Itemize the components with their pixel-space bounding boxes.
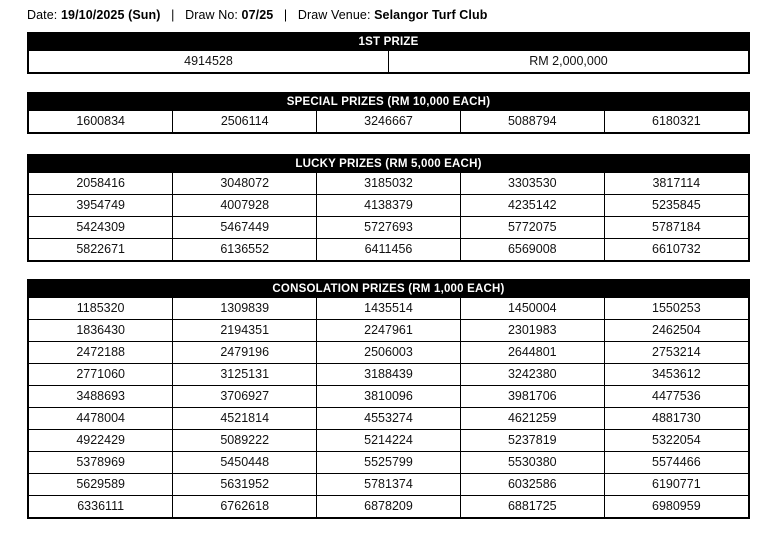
prize-number-cell: 1836430 [29, 320, 173, 342]
prize-number-cell: 3488693 [29, 386, 173, 408]
prize-number-cell: 3453612 [604, 364, 748, 386]
draw-venue-value: Selangor Turf Club [374, 8, 488, 22]
lucky-prizes-table [29, 173, 748, 260]
table-row [29, 430, 748, 452]
prize-number-cell: 2753214 [604, 342, 748, 364]
prize-number-cell: 5822671 [29, 239, 173, 261]
separator-2: | [283, 8, 288, 22]
prize-number-cell: 5574466 [604, 452, 748, 474]
lucky-prizes-title: LUCKY PRIZES (RM 5,000 EACH) [29, 156, 748, 173]
prize-number-cell: 3817114 [604, 173, 748, 195]
table-row [29, 298, 748, 320]
draw-no-label: Draw No: [185, 8, 238, 22]
separator-1: | [171, 8, 175, 22]
draw-info-bar [27, 8, 487, 23]
prize-number-cell: 1550253 [604, 298, 748, 320]
table-row [29, 496, 748, 518]
prize-number-cell: 2462504 [604, 320, 748, 342]
prize-number-cell: 6180321 [604, 111, 748, 132]
prize-number-cell: 5378969 [29, 452, 173, 474]
prize-number-cell: 3188439 [317, 364, 461, 386]
table-row [29, 239, 748, 261]
special-prizes-title: SPECIAL PRIZES (RM 10,000 EACH) [29, 94, 748, 111]
prize-number-cell: 5450448 [173, 452, 317, 474]
date-value: 19/10/2025 (Sun) [60, 8, 161, 22]
prize-number-cell: 4922429 [29, 430, 173, 452]
prize-number-cell: 6136552 [173, 239, 317, 261]
prize-number-cell: 4881730 [604, 408, 748, 430]
prize-number-cell: 5322054 [604, 430, 748, 452]
prize-number-cell: 3981706 [460, 386, 604, 408]
table-row [29, 342, 748, 364]
prize-number-cell: 5089222 [173, 430, 317, 452]
consolation-prizes-section [27, 279, 750, 519]
prize-number-cell: 6032586 [460, 474, 604, 496]
prize-number-cell: 4477536 [604, 386, 748, 408]
prize-number-cell: 4138379 [317, 195, 461, 217]
special-prizes-table [29, 111, 748, 132]
prize-number-cell: 6762618 [173, 496, 317, 518]
prize-number-cell: 4007928 [173, 195, 317, 217]
first-prize-number: 4914528 [29, 51, 389, 72]
prize-number-cell: 6878209 [317, 496, 461, 518]
prize-number-cell: 3706927 [173, 386, 317, 408]
prize-number-cell: 3185032 [317, 173, 461, 195]
prize-number-cell: 5214224 [317, 430, 461, 452]
prize-number-cell: 5088794 [460, 111, 604, 132]
table-row [29, 408, 748, 430]
prize-number-cell: 4553274 [317, 408, 461, 430]
prize-number-cell: 3954749 [29, 195, 173, 217]
prize-number-cell: 5467449 [173, 217, 317, 239]
prize-number-cell: 2771060 [29, 364, 173, 386]
table-row [29, 452, 748, 474]
prize-number-cell: 4621259 [460, 408, 604, 430]
prize-number-cell: 6569008 [460, 239, 604, 261]
prize-number-cell: 5727693 [317, 217, 461, 239]
prize-number-cell: 1600834 [29, 111, 173, 132]
date-label: Date: [27, 8, 58, 22]
consolation-prizes-title: CONSOLATION PRIZES (RM 1,000 EACH) [29, 281, 748, 298]
prize-number-cell: 6190771 [604, 474, 748, 496]
prize-number-cell: 5772075 [460, 217, 604, 239]
prize-number-cell: 6336111 [29, 496, 173, 518]
lucky-prizes-section [27, 154, 750, 262]
prize-number-cell: 3810096 [317, 386, 461, 408]
prize-number-cell: 2247961 [317, 320, 461, 342]
prize-number-cell: 2194351 [173, 320, 317, 342]
draw-no-value: 07/25 [241, 8, 274, 22]
prize-number-cell: 3048072 [173, 173, 317, 195]
prize-number-cell: 6610732 [604, 239, 748, 261]
prize-number-cell: 2644801 [460, 342, 604, 364]
prize-number-cell: 5631952 [173, 474, 317, 496]
table-row [29, 386, 748, 408]
prize-number-cell: 3303530 [460, 173, 604, 195]
prize-number-cell: 3125131 [173, 364, 317, 386]
prize-number-cell: 3242380 [460, 364, 604, 386]
prize-number-cell: 5629589 [29, 474, 173, 496]
prize-number-cell: 5787184 [604, 217, 748, 239]
prize-number-cell: 2479196 [173, 342, 317, 364]
first-prize-section [27, 32, 750, 74]
first-prize-amount: RM 2,000,000 [389, 51, 749, 72]
table-row [29, 320, 748, 342]
first-prize-title: 1ST PRIZE [29, 34, 748, 51]
table-row [29, 173, 748, 195]
prize-number-cell: 4521814 [173, 408, 317, 430]
prize-number-cell: 2506114 [173, 111, 317, 132]
prize-number-cell: 5235845 [604, 195, 748, 217]
prize-number-cell: 1450004 [460, 298, 604, 320]
table-row [29, 111, 748, 132]
prize-number-cell: 3246667 [317, 111, 461, 132]
table-row [29, 217, 748, 239]
prize-number-cell: 1185320 [29, 298, 173, 320]
table-row [29, 195, 748, 217]
special-prizes-section [27, 92, 750, 134]
prize-number-cell: 6980959 [604, 496, 748, 518]
prize-number-cell: 5781374 [317, 474, 461, 496]
prize-number-cell: 2301983 [460, 320, 604, 342]
first-prize-table [29, 51, 748, 72]
prize-number-cell: 5237819 [460, 430, 604, 452]
consolation-prizes-table [29, 298, 748, 517]
prize-number-cell: 2506003 [317, 342, 461, 364]
table-row [29, 474, 748, 496]
prize-number-cell: 2058416 [29, 173, 173, 195]
prize-number-cell: 1309839 [173, 298, 317, 320]
table-row [29, 51, 748, 72]
prize-number-cell: 5530380 [460, 452, 604, 474]
prize-number-cell: 4478004 [29, 408, 173, 430]
prize-number-cell: 6881725 [460, 496, 604, 518]
prize-number-cell: 1435514 [317, 298, 461, 320]
table-row [29, 364, 748, 386]
prize-number-cell: 5424309 [29, 217, 173, 239]
prize-number-cell: 2472188 [29, 342, 173, 364]
draw-venue-label: Draw Venue: [297, 8, 371, 22]
prize-number-cell: 6411456 [317, 239, 461, 261]
prize-number-cell: 5525799 [317, 452, 461, 474]
prize-number-cell: 4235142 [460, 195, 604, 217]
